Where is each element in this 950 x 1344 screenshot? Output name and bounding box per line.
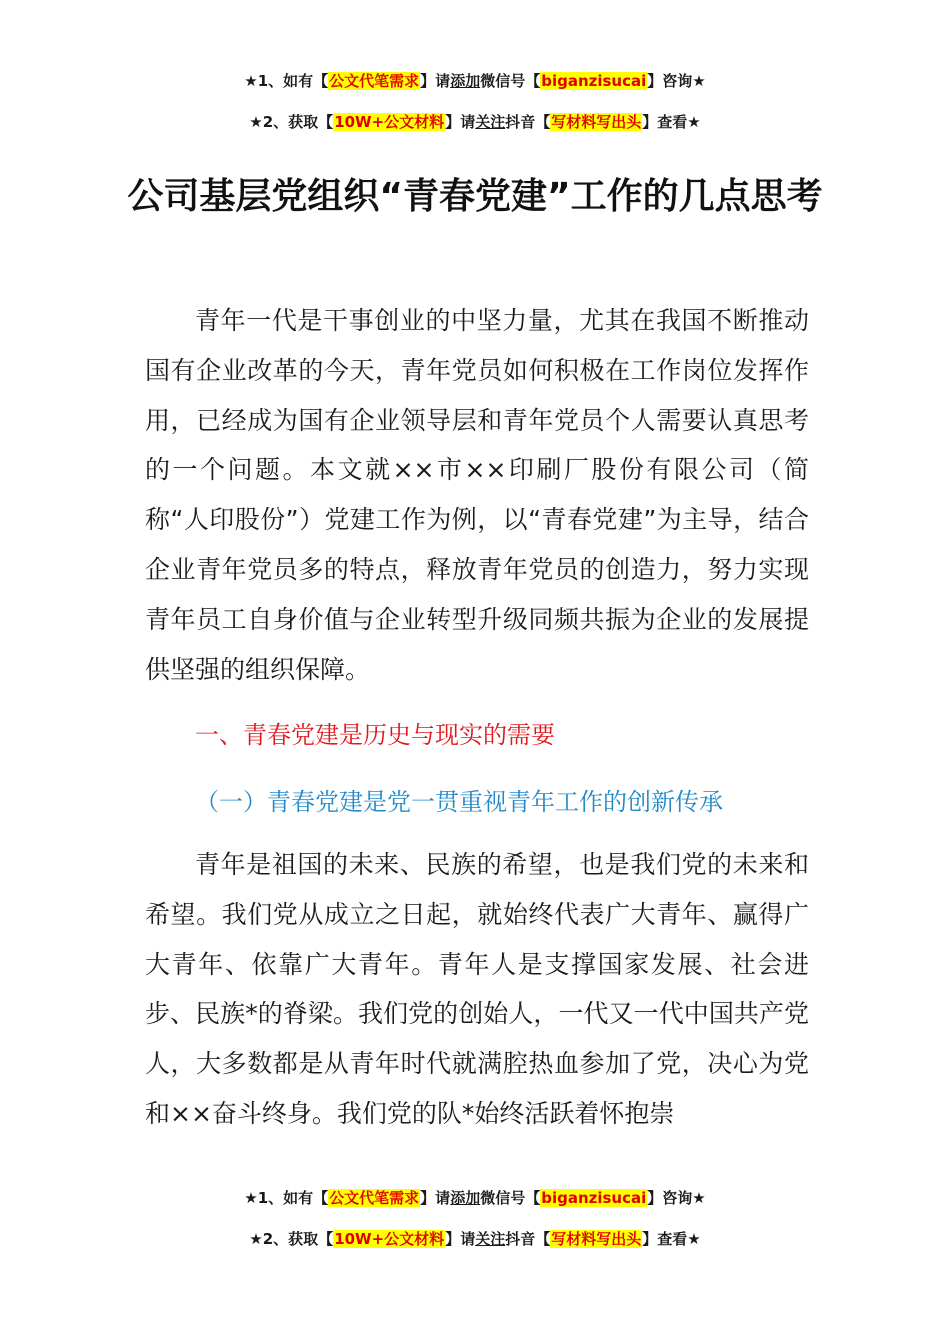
- promo-banner-bottom-line1: [0, 1186, 950, 1210]
- highlight-materials: 10W+公文材料: [334, 1230, 445, 1248]
- banner-text: 微信号【: [480, 1189, 541, 1207]
- promo-banner-top-line2: [0, 110, 950, 134]
- subsection-heading-1-1: （一）青春党建是党一贯重视青年工作的创新传承: [195, 788, 723, 816]
- underline-add: 添加: [450, 1189, 481, 1207]
- document-title: 公司基层党组织“青春党建”工作的几点思考: [127, 176, 823, 217]
- banner-text: 】咨询★: [647, 1189, 706, 1207]
- highlight-service: 公文代笔需求: [329, 72, 420, 90]
- banner-text: 】请: [420, 72, 451, 90]
- highlight-wechat-id: biganzisucai: [541, 72, 647, 90]
- banner-text: 】请: [445, 1230, 476, 1248]
- intro-paragraph: 青年一代是干事创业的中坚力量，尤其在我国不断推动国有企业改革的今天，青年党员如何积极在工作岗位发挥作用，已经成为国有企业领导层和青年党员个人需要认真思考的一个问题。本文就××市××印刷厂股份有限公司（简称“人印股份”）党建工作为例，以“青春党建”为主导，结合企业青年党员多的特点，释放青年党员的创造力，努力实现青年员工自身价值与企业转型升级同频共振为企业的发展提供坚强的组织保障。: [145, 306, 809, 684]
- banner-text: ★1、如有【: [244, 72, 329, 90]
- banner-text: 】请: [420, 1189, 451, 1207]
- section-heading-1: 一、青春党建是历史与现实的需要: [195, 721, 555, 749]
- banner-text: 】查看★: [642, 1230, 701, 1248]
- underline-follow: 关注: [475, 1230, 506, 1248]
- banner-text: 】查看★: [642, 113, 701, 131]
- banner-text: ★2、获取【: [249, 1230, 334, 1248]
- promo-banner-bottom-line2: [0, 1227, 950, 1251]
- banner-text: 】咨询★: [647, 72, 706, 90]
- highlight-wechat-id: biganzisucai: [541, 1189, 647, 1207]
- banner-text: 微信号【: [480, 72, 541, 90]
- highlight-service: 公文代笔需求: [329, 1189, 420, 1207]
- banner-text: ★2、获取【: [249, 113, 334, 131]
- underline-add: 添加: [450, 72, 481, 90]
- banner-text: 抖音【: [505, 113, 551, 131]
- banner-text: ★1、如有【: [244, 1189, 329, 1207]
- highlight-douyin-account: 写材料写出头: [551, 1230, 642, 1248]
- highlight-douyin-account: 写材料写出头: [551, 113, 642, 131]
- banner-text: 抖音【: [505, 1230, 551, 1248]
- highlight-materials: 10W+公文材料: [334, 113, 445, 131]
- banner-text: 】请: [445, 113, 476, 131]
- body-paragraph-2: 青年是祖国的未来、民族的希望，也是我们党的未来和希望。我们党从成立之日起，就始终代表广大青年、赢得广大青年、依靠广大青年。青年人是支撑国家发展、社会进步、民族*的脊梁。我们党的创始人，一代又一代中国共产党人，大多数都是从青年时代就满腔热血参加了党，决心为党和××奋斗终身。我们党的队*始终活跃着怀抱崇: [145, 850, 809, 1128]
- promo-banner-top-line1: [0, 69, 950, 93]
- underline-follow: 关注: [475, 113, 506, 131]
